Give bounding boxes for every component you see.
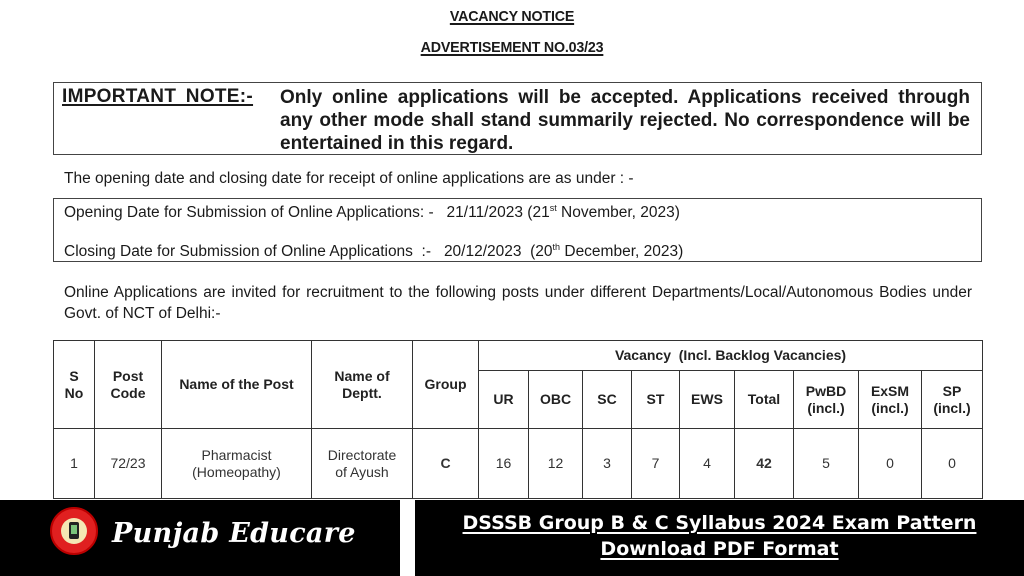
header-obc: OBC [529,371,583,429]
opening-date-label: Opening Date for Submission of Online Applications: - [64,204,434,221]
article-headline[interactable] [415,510,1024,562]
cell-exsm: 0 [859,429,922,499]
table-row [54,429,983,499]
vacancy-table [53,340,983,499]
cell-ews: 4 [680,429,735,499]
cell-group: C [413,429,479,499]
closing-date-day: (20 [530,243,553,260]
advertisement-number: ADVERTISEMENT NO.03/23 [420,39,604,56]
cell-ur: 16 [479,429,529,499]
cell-post-code: 72/23 [95,429,162,499]
closing-date-label: Closing Date for Submission of Online Applications :- [64,243,432,260]
closing-date-suffix: th [552,242,561,252]
header-s-no: S No [54,341,95,429]
cell-total: 42 [735,429,794,499]
header-st: ST [632,371,680,429]
punjab-educare-logo-icon [50,507,98,555]
header-vacancy-group: Vacancy (Incl. Backlog Vacancies) [479,341,983,371]
cell-st: 7 [632,429,680,499]
header-group: Group [413,341,479,429]
header-exsm: ExSM (incl.) [859,371,922,429]
closing-date-line [64,242,683,261]
opening-date-line [64,203,680,222]
cell-sp: 0 [922,429,983,499]
headline-line-1[interactable]: DSSSB Group B & C Syllabus 2024 Exam Pattern [462,512,977,534]
header-sc: SC [583,371,632,429]
notice-title: VACANCY NOTICE [449,8,575,25]
opening-date-rest: November, 2023) [556,204,680,221]
header-dept: Name of Deptt. [312,341,413,429]
header-ur: UR [479,371,529,429]
dates-intro: The opening date and closing date for receipt of online applications are as under : - [64,170,634,187]
banner-divider [400,500,415,576]
dates-box [53,198,982,262]
closing-date-value: 20/12/2023 [443,243,522,260]
header-sp: SP (incl.) [922,371,983,429]
opening-date-value: 21/11/2023 [446,204,523,221]
cell-dept: Directorate of Ayush [312,429,413,499]
header-ews: EWS [680,371,735,429]
cell-post-name: Pharmacist (Homeopathy) [162,429,312,499]
closing-date-rest: December, 2023) [560,243,684,260]
important-note-text: Only online applications will be accepted. Applications received through any other mode shall stand summarily rejected. No correspondence will be entertained in this regard. [280,87,970,154]
opening-date-suffix: st [549,203,557,213]
brand-name: Punjab Educare [112,518,356,549]
important-note-box [53,82,982,155]
header-post-name: Name of the Post [162,341,312,429]
opening-date-day: (21 [527,204,550,221]
phone-icon [69,522,79,539]
phone-screen [71,525,77,534]
cell-sc: 3 [583,429,632,499]
cell-s-no: 1 [54,429,95,499]
important-note-label: IMPORTANT NOTE:- [62,86,254,107]
header-total: Total [735,371,794,429]
logo-inner-circle [61,518,87,544]
header-pwbd: PwBD (incl.) [794,371,859,429]
cell-obc: 12 [529,429,583,499]
cell-pwbd: 5 [794,429,859,499]
headline-line-2[interactable]: Download PDF Format [600,538,839,560]
posts-intro: Online Applications are invited for recruitment to the following posts under different Departments/Local/Autonomous Bodies under Govt. of NCT of Delhi:- [64,284,972,322]
header-post-code: Post Code [95,341,162,429]
